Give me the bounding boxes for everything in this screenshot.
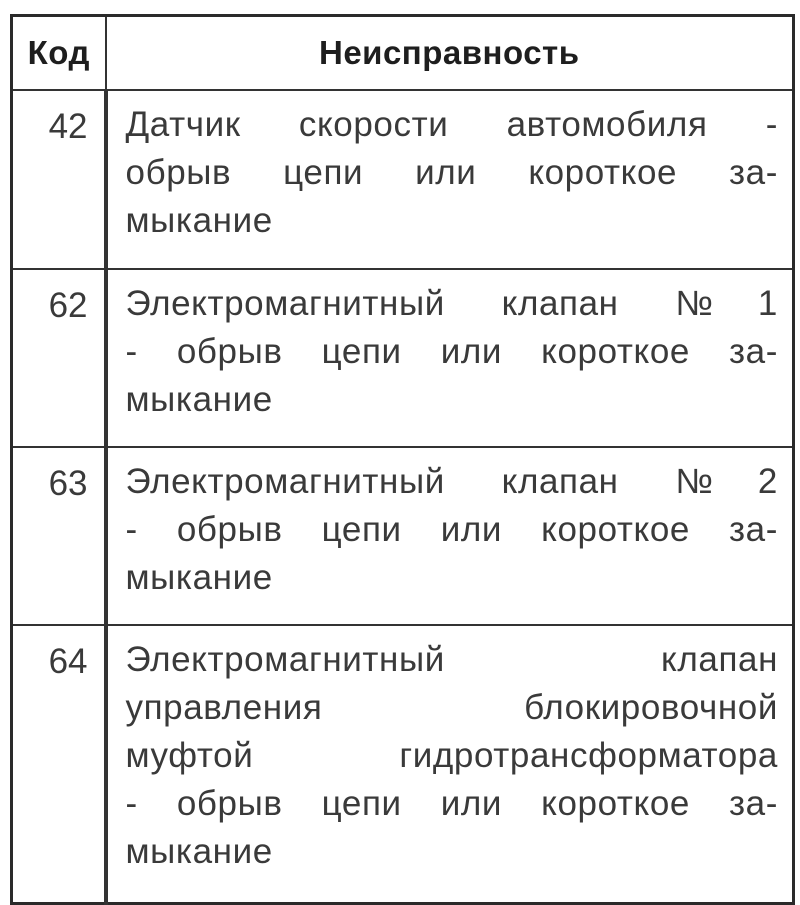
description-line: мыкание <box>125 201 273 240</box>
description-line: - обрыв цепи или короткое за- <box>125 332 778 371</box>
fault-description-cell <box>106 625 794 904</box>
table-row <box>12 269 794 447</box>
description-line: Электромагнитный клапан №1 <box>125 284 778 323</box>
fault-description-cell <box>106 269 794 447</box>
fault-code-cell: 63 <box>12 447 106 625</box>
fault-code-cell: 62 <box>12 269 106 447</box>
fault-description-cell <box>106 90 794 269</box>
description-line: мыкание <box>125 832 273 871</box>
table-header-row <box>12 16 794 91</box>
description-line: мыкание <box>125 558 273 597</box>
description-line: - обрыв цепи или короткое за- <box>125 784 778 823</box>
fault-code-cell: 42 <box>12 90 106 269</box>
description-line: управления блокировочной <box>125 688 778 727</box>
column-header-code: Код <box>12 16 106 91</box>
description-line: мыкание <box>125 380 273 419</box>
description-line: - обрыв цепи или короткое за- <box>125 510 778 549</box>
description-line: Датчик скорости автомобиля - <box>125 105 778 144</box>
column-header-fault: Неисправность <box>106 16 794 91</box>
fault-code-cell: 64 <box>12 625 106 904</box>
table-row <box>12 90 794 269</box>
table-row <box>12 625 794 904</box>
fault-code-table <box>10 14 795 905</box>
description-line: Электромагнитный клапан №2 <box>125 462 778 501</box>
description-line: муфтой гидротрансформатора <box>125 736 778 775</box>
fault-description-cell <box>106 447 794 625</box>
description-line: обрыв цепи или короткое за- <box>125 153 778 192</box>
description-line: Электромагнитный клапан <box>125 640 778 679</box>
table-row <box>12 447 794 625</box>
